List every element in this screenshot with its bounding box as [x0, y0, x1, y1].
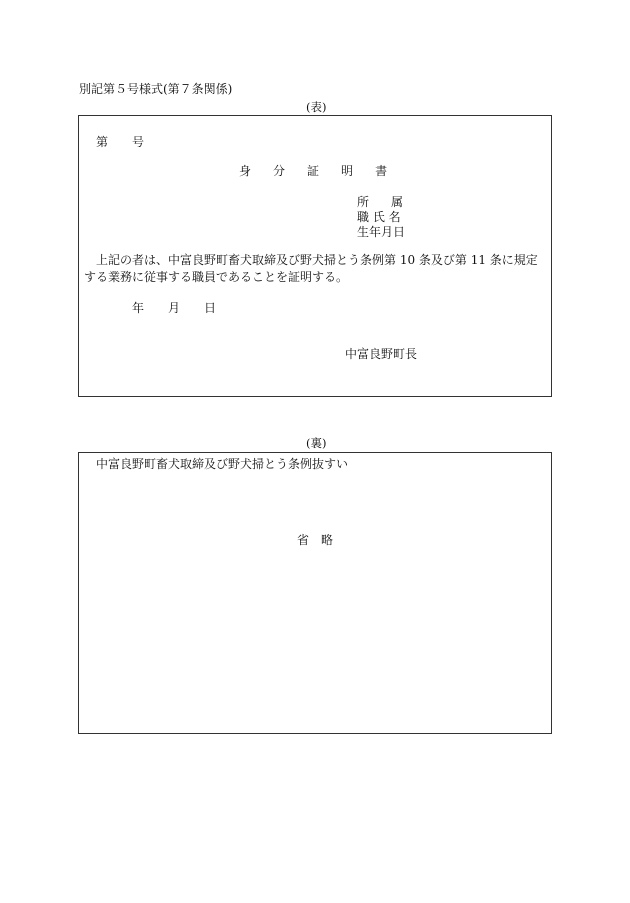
- number-suffix: 号: [132, 135, 145, 149]
- title-char: 身: [239, 164, 252, 178]
- omitted-char: 略: [321, 533, 334, 547]
- issue-date-line: [132, 299, 216, 316]
- certification-statement: 上記の者は、中富良野町畜犬取締及び野犬掃とう条例第 10 条及び第 11 条に規定する業務に従事する職員であることを証明する。: [84, 253, 538, 284]
- number-prefix: 第: [96, 135, 109, 149]
- date-year: 年: [132, 301, 145, 315]
- position-name-field-label: 職 氏 名: [357, 210, 401, 224]
- issuer-name: 中富良野町長: [345, 347, 418, 361]
- front-side-label: (表): [306, 100, 327, 114]
- birth-date-field-label: 生年月日: [357, 225, 406, 239]
- back-certificate-box: [78, 452, 552, 734]
- back-side-label: (裏): [306, 436, 327, 450]
- front-certificate-box: [78, 115, 552, 397]
- title-char: 証: [307, 164, 320, 178]
- form-caption: 別記第５号様式(第７条関係): [79, 82, 233, 96]
- title-char: 分: [273, 164, 286, 178]
- date-month: 月: [168, 301, 181, 315]
- title-char: 書: [375, 164, 388, 178]
- certificate-title: [239, 162, 387, 179]
- omitted-notice: [297, 531, 333, 548]
- title-char: 明: [341, 164, 354, 178]
- ordinance-excerpt-heading: 中富良野町畜犬取締及び野犬掃とう条例抜すい: [96, 457, 349, 471]
- date-day: 日: [204, 301, 217, 315]
- certificate-number-line: [96, 133, 144, 150]
- affiliation-char: 所: [357, 195, 370, 209]
- omitted-char: 省: [297, 533, 310, 547]
- affiliation-char: 属: [391, 195, 404, 209]
